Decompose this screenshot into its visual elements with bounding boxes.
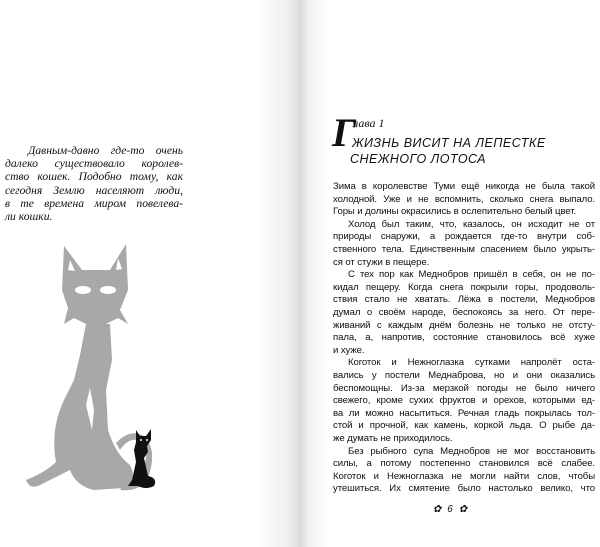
body-text-line: ся от стужи в пещере.	[333, 256, 430, 268]
intro-text-line: ли кошки.	[5, 210, 53, 223]
body-text-line: и хуже.	[333, 344, 365, 356]
body-text-line: Холод был таким, что, казалось, он исходит не от	[348, 218, 595, 230]
body-text-line: вались у постели Меднаброва, но и они оказались	[333, 370, 595, 381]
flower-icon: ✿	[432, 504, 442, 515]
body-text-line: силы, а потому постепенно становился всё слабее.	[333, 458, 595, 470]
body-text-line: стой и прочной, как камень, коркой льда. О рыбе да-	[333, 420, 595, 432]
chapter-label: лава 1	[353, 116, 385, 130]
body-text-line: Горы и долины окрасились в ослепительно белый цвет.	[333, 206, 577, 218]
body-text-line: свежего, кроме сухих фруктов и орехов, которыми ед-	[333, 395, 595, 407]
body-text-line: Без рыбного супа Меднобров не мог восстановить	[348, 445, 595, 457]
body-text-line: Коготок и Нежноглазка не могли найти слов, чтобы	[333, 470, 595, 482]
body-text-line: С тех пор как Меднобров пришёл в себя, он не по-	[348, 269, 595, 281]
body-text-line: утешиться. Их смятение было настолько велико, что	[333, 483, 595, 495]
body-text-line: беспомощны. Из-за мерзкой погоды не было ничего	[333, 382, 595, 394]
body-text-line: думал о своём народе, беспокоясь за него. От пере-	[333, 307, 595, 318]
body-text-line: Коготок и Нежноглазка сутками напролёт оста-	[348, 357, 595, 369]
chapter-title-line: ЖИЗНЬ ВИСИТ НА ЛЕПЕСТКЕ	[352, 136, 546, 150]
body-text-line: ствия стало не хватать. Лёжа в постели, Меднобров	[333, 294, 595, 306]
chapter-initial-letter: Г	[332, 110, 357, 155]
right-page	[300, 0, 600, 547]
body-text-line: пала, а, напротив, состояние становилось всё хуже	[333, 332, 595, 344]
body-text-line: кидал пещеру. Когда снега покрыли горы, продоволь-	[333, 281, 595, 293]
intro-text-line: сегодня Землю населяют люди,	[5, 183, 183, 197]
body-text-line: холодной. Уже и не вспомнить, сколько снега выпало.	[333, 193, 595, 205]
page-number-footer	[300, 504, 600, 515]
body-text-line: Зима в королевстве Туми ещё никогда не была такой	[333, 181, 595, 192]
intro-text-line: Давным-давно где-то очень	[28, 144, 183, 157]
page-number: 6	[447, 504, 453, 515]
chapter-title-line: СНЕЖНОГО ЛОТОСА	[350, 152, 487, 166]
flower-icon: ✿	[458, 504, 468, 515]
body-text-line: же думать не приходилось.	[333, 433, 453, 444]
body-text-line: природы снаружи, а рождается где-то внутри соб-	[333, 231, 595, 243]
intro-text-line: ство кошек. Подобно тому, как	[5, 170, 183, 184]
body-text-line: ственного тела. Единственным спасением было укрыть-	[333, 244, 595, 255]
intro-text-line: далеко существовало королев-	[5, 157, 183, 171]
big-cat-silhouette	[26, 244, 152, 490]
body-text-line: живаний с каждым днём болезнь не только не отсту-	[333, 319, 595, 331]
intro-text-line: в те времена миром повелева-	[5, 196, 183, 210]
cat-illustration	[20, 240, 180, 500]
body-text-line: ва ли можно насытиться. Речная гладь покрылась тол-	[333, 407, 595, 419]
